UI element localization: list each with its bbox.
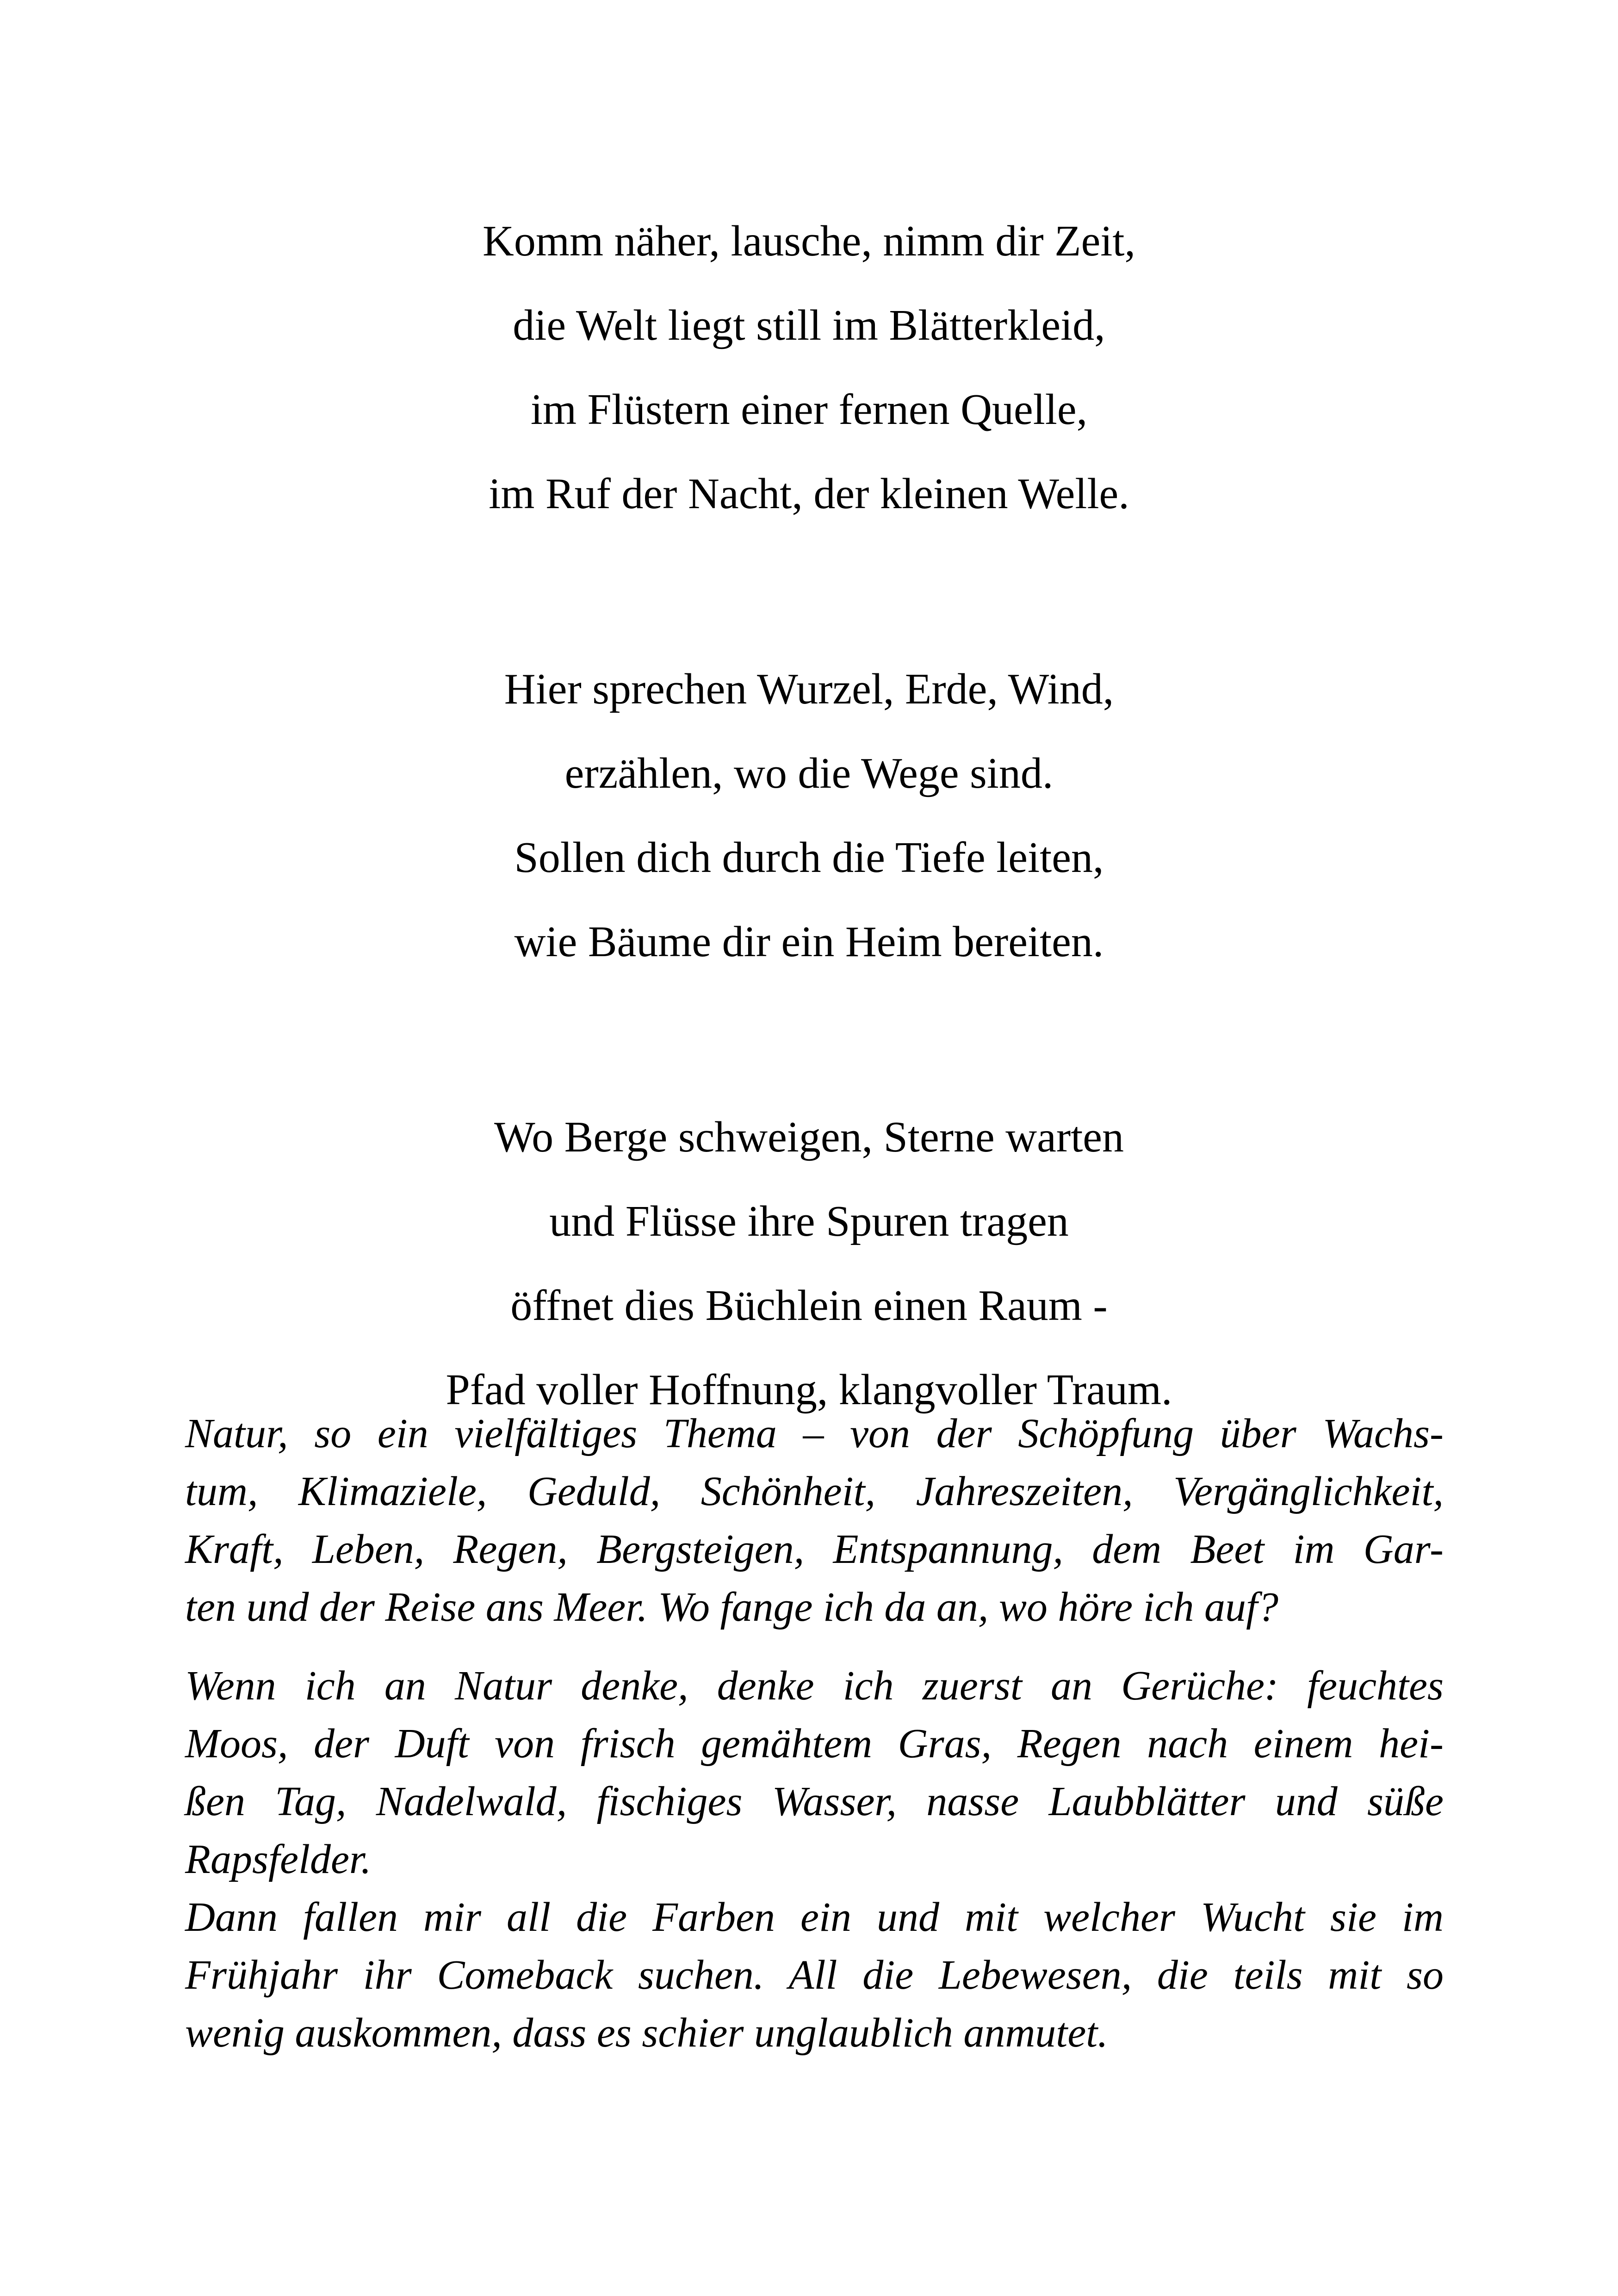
prose-line: Wenn ich an Natur denke, denke ich zuerst an Gerüche: feuchtes bbox=[185, 1663, 1444, 1709]
prose-line: Natur, so ein vielfältiges Thema – von der Schöpfung über Wachs- bbox=[185, 1411, 1444, 1456]
poem bbox=[0, 199, 1618, 1432]
poem-line: die Welt liegt still im Blätterkleid, bbox=[513, 301, 1105, 349]
prose-line: Kraft, Leben, Regen, Bergsteigen, Entspannung, dem Beet im Gar- bbox=[185, 1526, 1444, 1572]
poem-line: im Flüstern einer fernen Quelle, bbox=[530, 386, 1088, 434]
prose-line: tum, Klimaziele, Geduld, Schönheit, Jahreszeiten, Vergänglichkeit, bbox=[185, 1468, 1444, 1514]
poem-line: erzählen, wo die Wege sind. bbox=[564, 749, 1054, 797]
poem-stanza-2 bbox=[0, 647, 1618, 984]
poem-line: und Flüsse ihre Spuren tragen bbox=[549, 1197, 1069, 1245]
prose-paragraph-1 bbox=[185, 1405, 1444, 1636]
poem-line: wie Bäume dir ein Heim bereiten. bbox=[514, 918, 1104, 966]
poem-line: Wo Berge schweigen, Sterne warten bbox=[494, 1113, 1124, 1161]
paragraph-gap bbox=[185, 1636, 1444, 1657]
prose-line: Moos, der Duft von frisch gemähtem Gras, Regen nach einem hei- bbox=[185, 1721, 1444, 1767]
poem-line: Sollen dich durch die Tiefe leiten, bbox=[514, 834, 1104, 882]
poem-line: Komm näher, lausche, nimm dir Zeit, bbox=[482, 217, 1136, 265]
poem-line: im Ruf der Nacht, der kleinen Welle. bbox=[489, 470, 1129, 518]
prose-text bbox=[185, 1405, 1444, 2062]
poem-stanza-1 bbox=[0, 199, 1618, 536]
poem-line: öffnet dies Büchlein einen Raum - bbox=[510, 1282, 1108, 1330]
prose-line: wenig auskommen, dass es schier unglaublich anmutet. bbox=[185, 2010, 1108, 2056]
prose-line: ten und der Reise ans Meer. Wo fange ich da an, wo höre ich auf? bbox=[185, 1584, 1278, 1630]
prose-line: Rapsfelder. bbox=[185, 1836, 372, 1882]
prose-paragraph-2 bbox=[185, 1657, 1444, 2062]
poem-line: Hier sprechen Wurzel, Erde, Wind, bbox=[504, 665, 1114, 713]
prose-line: Frühjahr ihr Comeback suchen. All die Lebewesen, die teils mit so bbox=[185, 1952, 1444, 1998]
poem-stanza-3 bbox=[0, 1095, 1618, 1432]
poem-line: Pfad voller Hoffnung, klangvoller Traum. bbox=[446, 1366, 1172, 1414]
prose-line: ßen Tag, Nadelwald, fischiges Wasser, nasse Laubblätter und süße bbox=[185, 1779, 1444, 1824]
prose-line: Dann fallen mir all die Farben ein und mit welcher Wucht sie im bbox=[185, 1894, 1444, 1940]
